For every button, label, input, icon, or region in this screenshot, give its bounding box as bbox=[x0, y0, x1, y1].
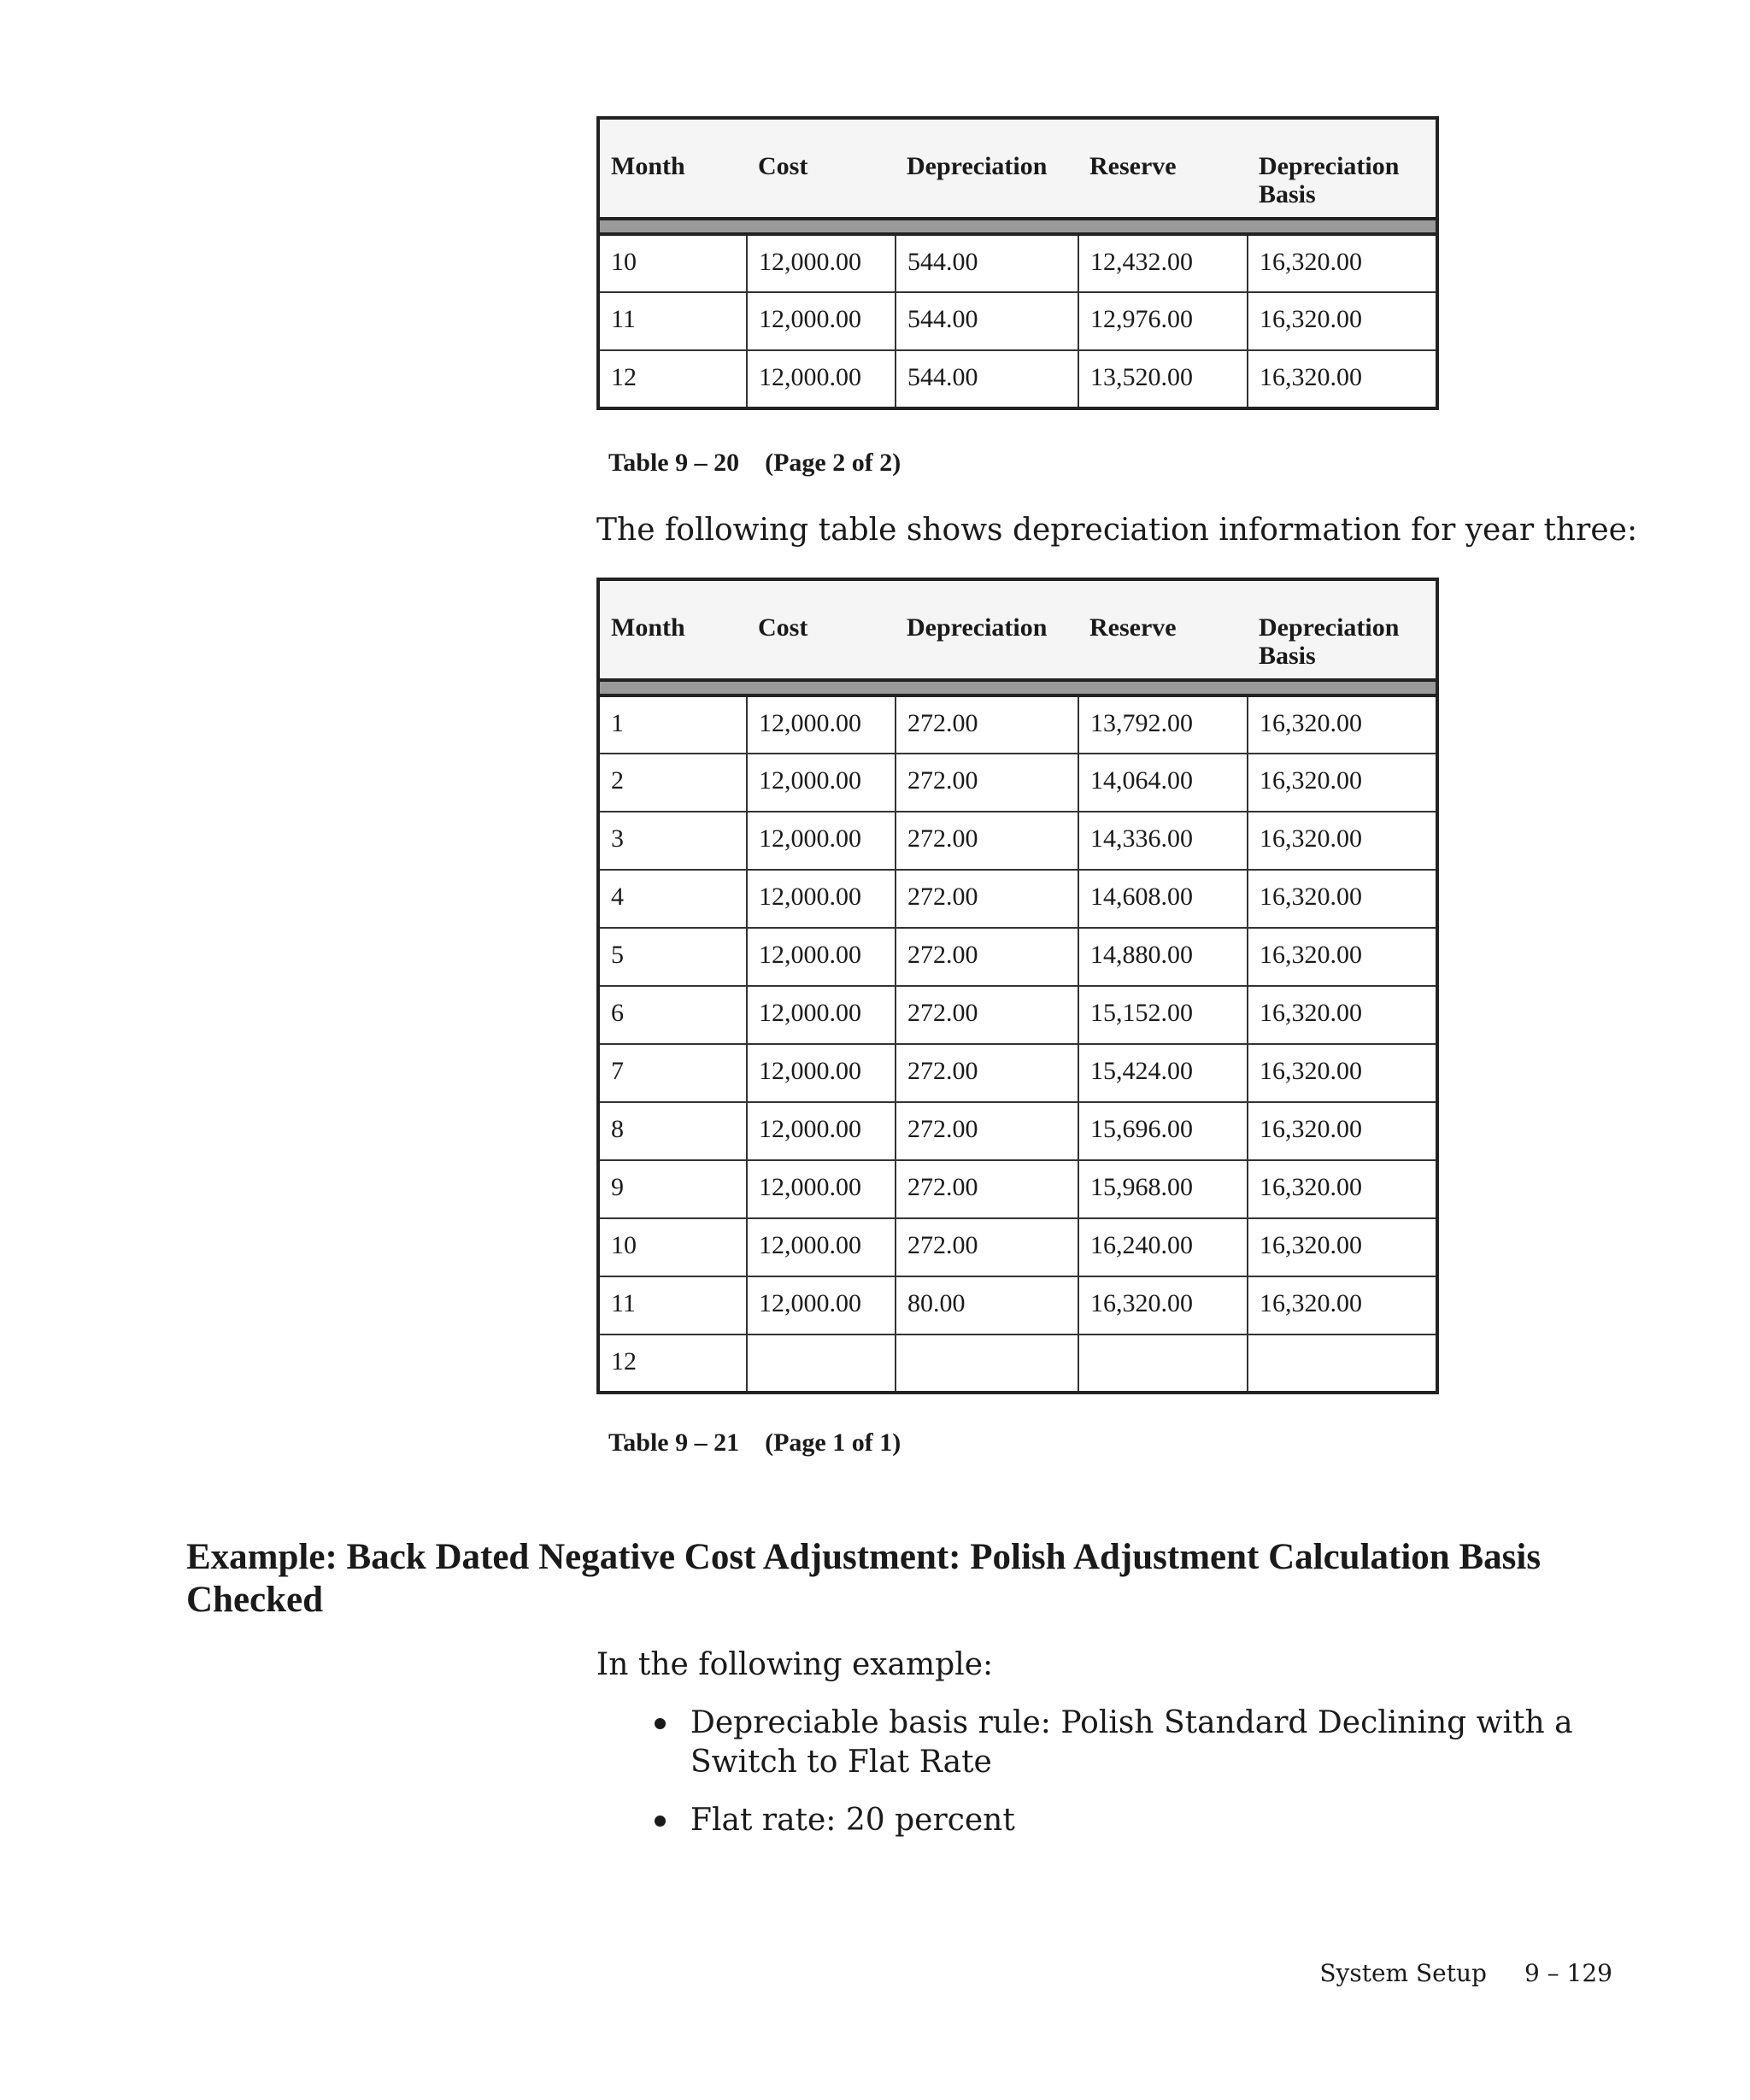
table-cell: 14,336.00 bbox=[1078, 812, 1248, 870]
table-row bbox=[598, 986, 1437, 1044]
table-cell: 12,000.00 bbox=[747, 1276, 896, 1334]
table-cell: 11 bbox=[598, 292, 747, 350]
table-cell: 12,000.00 bbox=[747, 986, 896, 1044]
table-cell: 16,320.00 bbox=[1248, 1102, 1437, 1160]
page-number: 9 – 129 bbox=[1524, 1959, 1612, 1987]
column-header: Depreciation bbox=[896, 118, 1078, 219]
table-cell: 13,792.00 bbox=[1078, 695, 1248, 754]
table-cell: 272.00 bbox=[896, 695, 1078, 754]
table-caption: Table 9 – 20 (Page 2 of 2) bbox=[608, 449, 901, 477]
table-row bbox=[598, 754, 1437, 812]
example-intro: In the following example: bbox=[596, 1647, 994, 1682]
table-cell: 16,320.00 bbox=[1248, 754, 1437, 812]
list-item bbox=[655, 1801, 1629, 1840]
table-cell: 10 bbox=[598, 1218, 747, 1276]
table-cell: 16,320.00 bbox=[1248, 1276, 1437, 1334]
table-row bbox=[598, 695, 1437, 754]
table-cell: 12,000.00 bbox=[747, 1218, 896, 1276]
table-cell: 16,320.00 bbox=[1248, 870, 1437, 928]
table-row bbox=[598, 1276, 1437, 1334]
bullet-list bbox=[655, 1704, 1629, 1859]
bullet-icon bbox=[655, 1718, 666, 1729]
list-item-text: Flat rate: 20 percent bbox=[690, 1803, 1015, 1838]
header-separator bbox=[598, 680, 1437, 695]
table-cell: 272.00 bbox=[896, 1218, 1078, 1276]
table-cell: 16,320.00 bbox=[1248, 695, 1437, 754]
table-cell: 12,432.00 bbox=[1078, 234, 1248, 292]
column-header: Cost bbox=[747, 118, 896, 219]
table-cell: 12,000.00 bbox=[747, 1044, 896, 1102]
table-cell: 10 bbox=[598, 234, 747, 292]
column-header: Reserve bbox=[1078, 118, 1248, 219]
table-cell: 272.00 bbox=[896, 754, 1078, 812]
table-cell: 16,320.00 bbox=[1248, 234, 1437, 292]
table-cell: 16,320.00 bbox=[1248, 1044, 1437, 1102]
table-cell: 4 bbox=[598, 870, 747, 928]
table-cell: 12,000.00 bbox=[747, 1102, 896, 1160]
table-row bbox=[598, 1160, 1437, 1218]
table-row bbox=[598, 234, 1437, 292]
table-cell bbox=[747, 1334, 896, 1393]
table-cell: 3 bbox=[598, 812, 747, 870]
table-cell: 272.00 bbox=[896, 870, 1078, 928]
table-row bbox=[598, 1334, 1437, 1393]
column-header: Depreciation bbox=[896, 579, 1078, 680]
table-cell: 272.00 bbox=[896, 1160, 1078, 1218]
table-cell: 12 bbox=[598, 1334, 747, 1393]
table-cell: 16,320.00 bbox=[1248, 812, 1437, 870]
table-cell: 6 bbox=[598, 986, 747, 1044]
table-cell: 12,000.00 bbox=[747, 870, 896, 928]
table-row bbox=[598, 870, 1437, 928]
table-cell: 16,320.00 bbox=[1248, 292, 1437, 350]
table-cell: 16,320.00 bbox=[1248, 928, 1437, 986]
table-cell: 12,000.00 bbox=[747, 928, 896, 986]
table-cell: 15,152.00 bbox=[1078, 986, 1248, 1044]
table-cell: 14,880.00 bbox=[1078, 928, 1248, 986]
table-cell: 16,320.00 bbox=[1078, 1276, 1248, 1334]
table-cell: 12,000.00 bbox=[747, 292, 896, 350]
table-cell: 16,320.00 bbox=[1248, 1160, 1437, 1218]
table-cell: 12,000.00 bbox=[747, 754, 896, 812]
column-header: Depreciation Basis bbox=[1248, 118, 1437, 219]
table-cell: 272.00 bbox=[896, 1102, 1078, 1160]
table-cell: 272.00 bbox=[896, 812, 1078, 870]
table-cell: 15,968.00 bbox=[1078, 1160, 1248, 1218]
table-row bbox=[598, 1102, 1437, 1160]
table-row bbox=[598, 292, 1437, 350]
table-cell: 544.00 bbox=[896, 234, 1078, 292]
column-header: Month bbox=[598, 118, 747, 219]
table-cell: 14,608.00 bbox=[1078, 870, 1248, 928]
table-cell: 1 bbox=[598, 695, 747, 754]
table-row bbox=[598, 350, 1437, 408]
paragraph-year-three: The following table shows depreciation information for year three: bbox=[596, 513, 1638, 548]
table-cell: 9 bbox=[598, 1160, 747, 1218]
depreciation-table-year-two bbox=[596, 116, 1439, 410]
table-cell: 80.00 bbox=[896, 1276, 1078, 1334]
table-cell bbox=[1078, 1334, 1248, 1393]
table-cell: 14,064.00 bbox=[1078, 754, 1248, 812]
table-header-row bbox=[598, 579, 1437, 680]
table-cell: 11 bbox=[598, 1276, 747, 1334]
table-cell: 12,000.00 bbox=[747, 812, 896, 870]
table-cell: 544.00 bbox=[896, 350, 1078, 408]
table-cell: 16,320.00 bbox=[1248, 986, 1437, 1044]
table-cell: 12,000.00 bbox=[747, 1160, 896, 1218]
example-heading: Example: Back Dated Negative Cost Adjustment: Polish Adjustment Calculation Basis Checked bbox=[186, 1537, 1542, 1620]
table-cell: 13,520.00 bbox=[1078, 350, 1248, 408]
table-cell: 12,000.00 bbox=[747, 234, 896, 292]
table-cell: 16,320.00 bbox=[1248, 350, 1437, 408]
table-cell: 272.00 bbox=[896, 1044, 1078, 1102]
table-cell: 12 bbox=[598, 350, 747, 408]
table-cell: 7 bbox=[598, 1044, 747, 1102]
column-header: Month bbox=[598, 579, 747, 680]
table-caption: Table 9 – 21 (Page 1 of 1) bbox=[608, 1428, 901, 1457]
table-cell: 272.00 bbox=[896, 986, 1078, 1044]
table-header-row bbox=[598, 118, 1437, 219]
table-cell: 12,976.00 bbox=[1078, 292, 1248, 350]
depreciation-table-year-three bbox=[596, 578, 1439, 1394]
table-cell: 544.00 bbox=[896, 292, 1078, 350]
column-header: Cost bbox=[747, 579, 896, 680]
table-cell bbox=[1248, 1334, 1437, 1393]
column-header: Depreciation Basis bbox=[1248, 579, 1437, 680]
bullet-icon bbox=[655, 1816, 666, 1827]
footer-section: System Setup bbox=[1319, 1959, 1487, 1987]
list-item bbox=[655, 1704, 1629, 1782]
table-cell: 8 bbox=[598, 1102, 747, 1160]
table-row bbox=[598, 812, 1437, 870]
table-row bbox=[598, 928, 1437, 986]
list-item-text: Depreciable basis rule: Polish Standard Declining with a Switch to Flat Rate bbox=[690, 1705, 1573, 1780]
table-cell: 12,000.00 bbox=[747, 695, 896, 754]
page-footer bbox=[1319, 1959, 1612, 1987]
table-cell: 15,424.00 bbox=[1078, 1044, 1248, 1102]
table-cell: 2 bbox=[598, 754, 747, 812]
table-cell: 5 bbox=[598, 928, 747, 986]
table-cell: 12,000.00 bbox=[747, 350, 896, 408]
table-cell: 15,696.00 bbox=[1078, 1102, 1248, 1160]
column-header: Reserve bbox=[1078, 579, 1248, 680]
table-cell bbox=[896, 1334, 1078, 1393]
header-separator bbox=[598, 219, 1437, 234]
table-cell: 272.00 bbox=[896, 928, 1078, 986]
table-row bbox=[598, 1218, 1437, 1276]
table-cell: 16,320.00 bbox=[1248, 1218, 1437, 1276]
table-cell: 16,240.00 bbox=[1078, 1218, 1248, 1276]
table-row bbox=[598, 1044, 1437, 1102]
